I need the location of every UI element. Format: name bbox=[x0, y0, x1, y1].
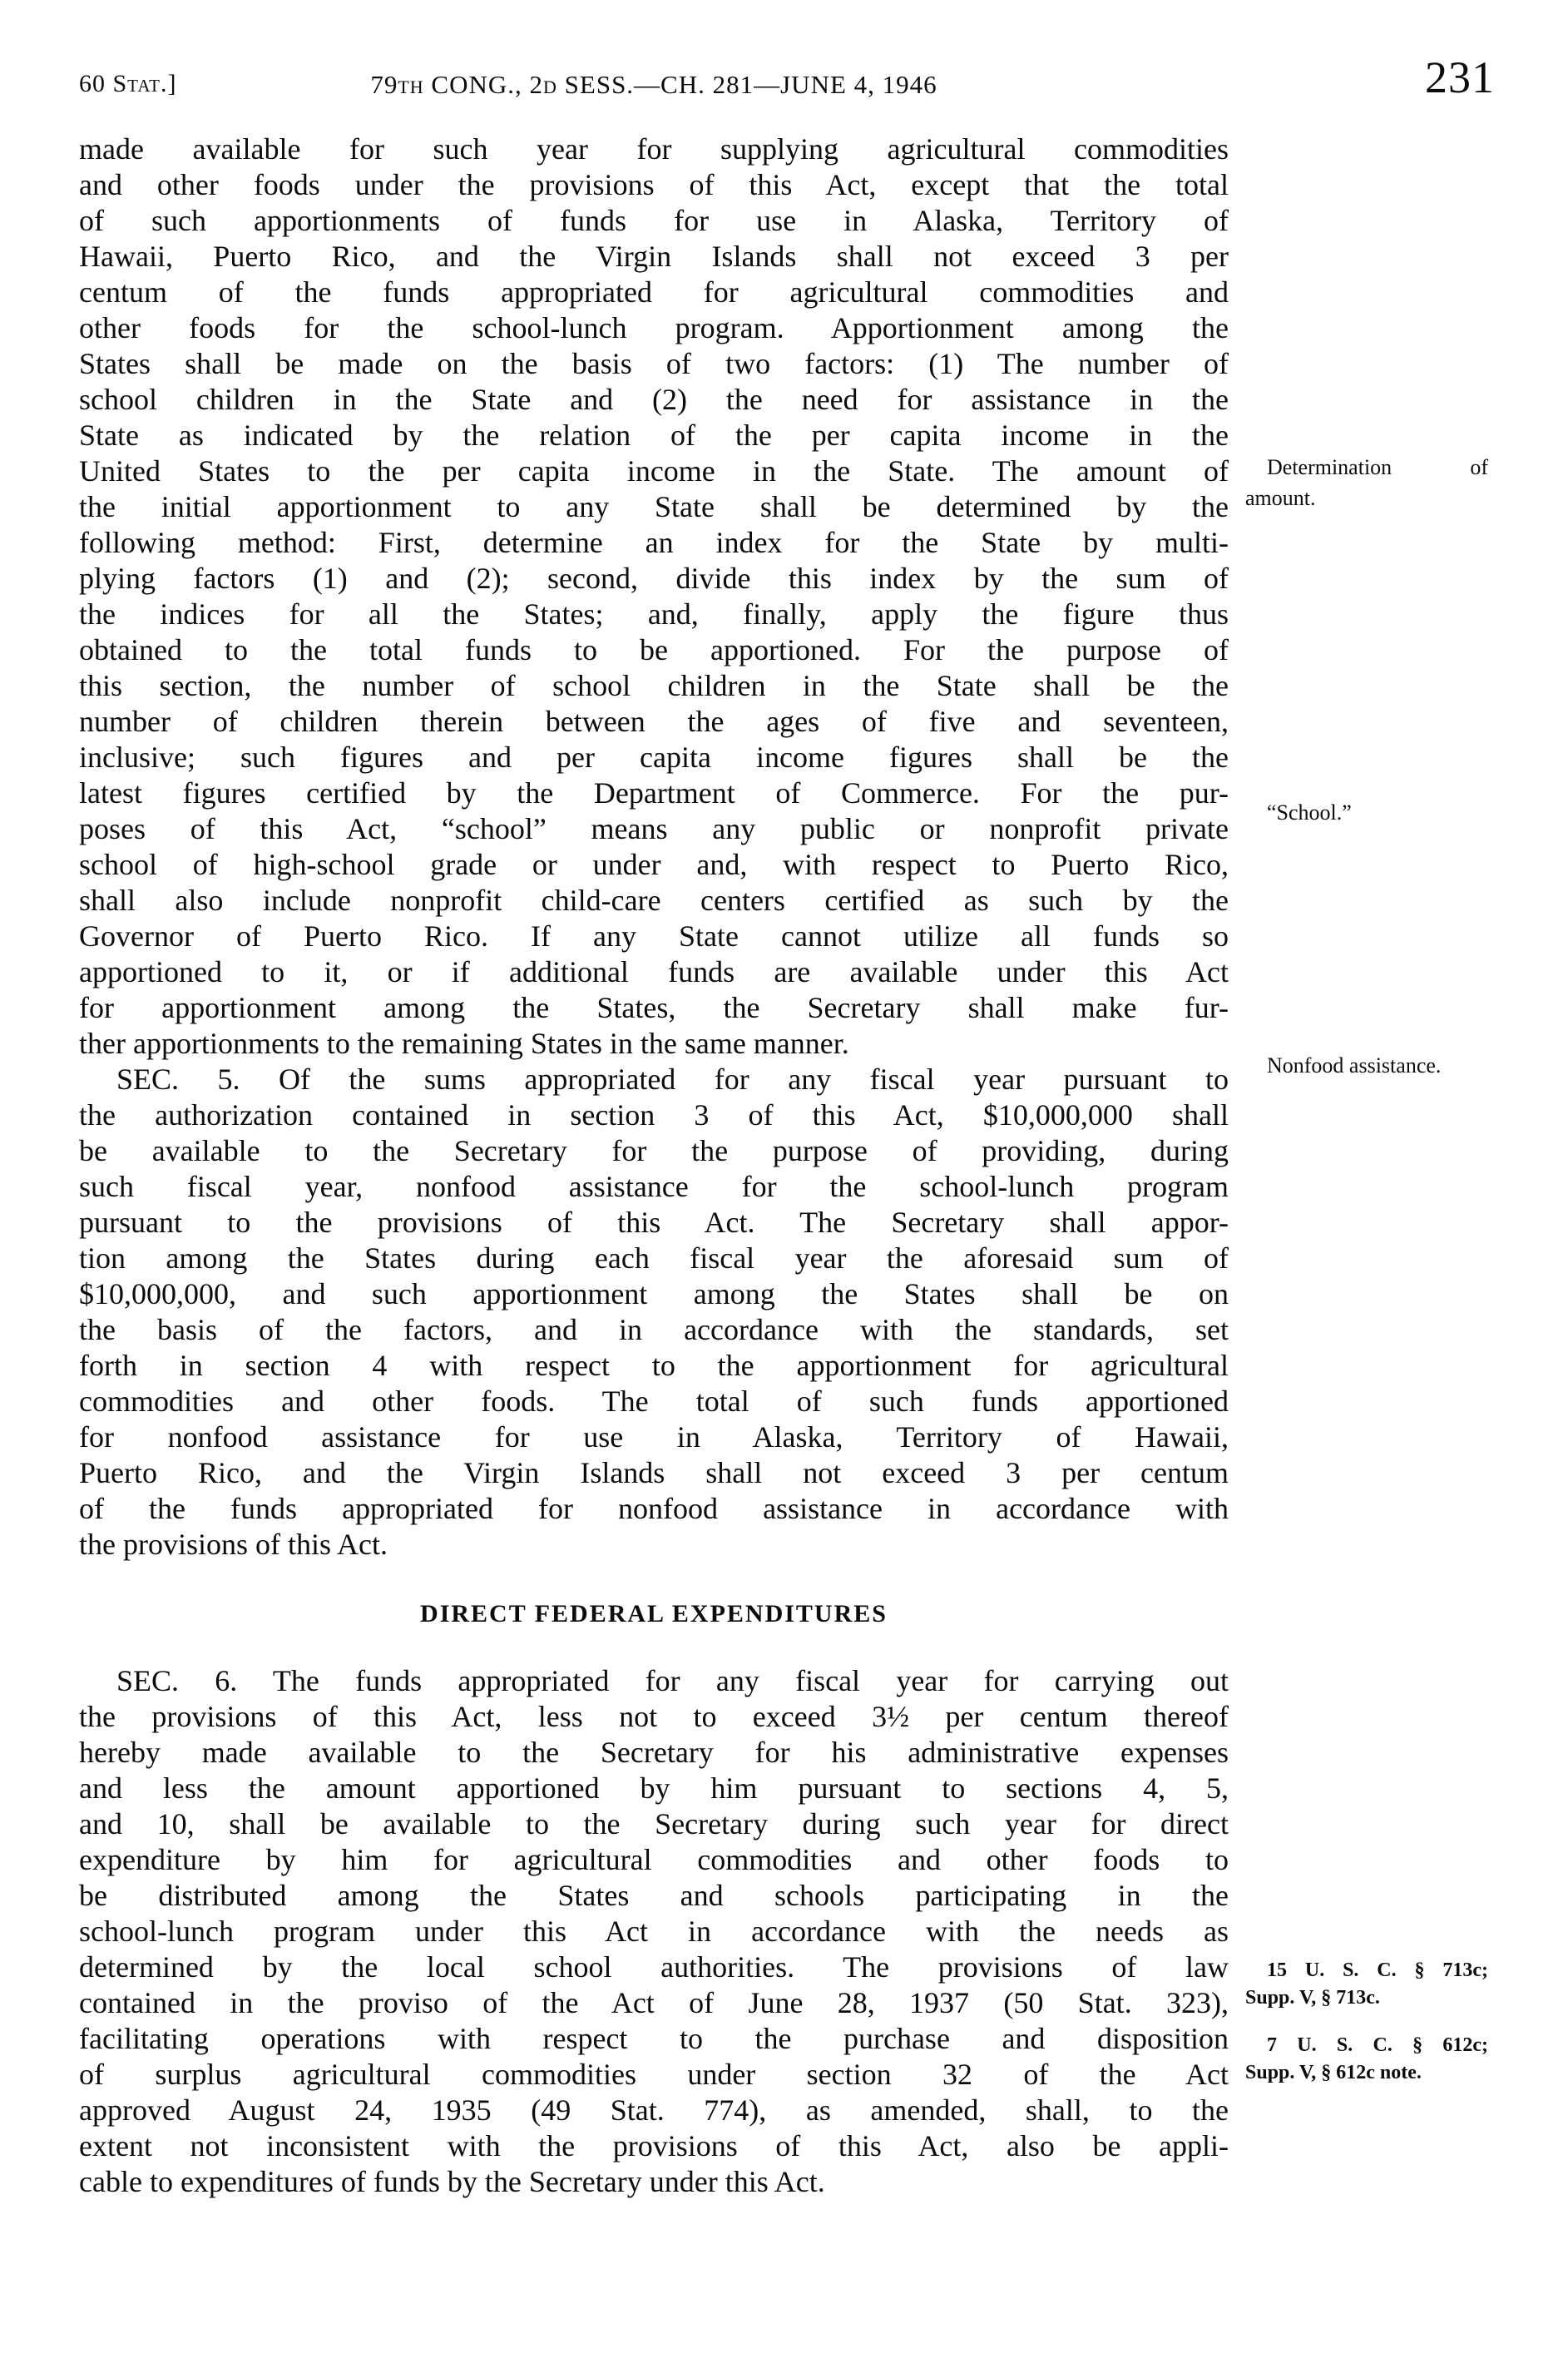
text-line: Hawaii, Puerto Rico, and the Virgin Islands shall not exceed 3 per bbox=[79, 240, 1229, 273]
text-line: inclusive; such figures and per capita income figures shall be the bbox=[79, 741, 1229, 774]
margin-note-line: “School.” bbox=[1267, 800, 1352, 825]
text-line: for apportionment among the States, the Secretary shall make fur- bbox=[79, 991, 1229, 1024]
text-line: commodities and other foods. The total of such funds apportioned bbox=[79, 1385, 1229, 1418]
header-stat-label: 60 Stat.] bbox=[79, 70, 177, 97]
text-line: plying factors (1) and (2); second, divide this index by the sum of bbox=[79, 562, 1229, 595]
margin-note-line: amount. bbox=[1245, 486, 1316, 510]
text-line: expenditure by him for agricultural commodities and other foods to bbox=[79, 1843, 1229, 1876]
text-line: cable to expenditures of funds by the Secretary under this Act. bbox=[79, 2165, 825, 2198]
page-number: 231 bbox=[1425, 52, 1495, 102]
text-line: Governor of Puerto Rico. If any State cannot utilize all funds so bbox=[79, 919, 1229, 953]
text-line: latest figures certified by the Department of Commerce. For the pur- bbox=[79, 776, 1229, 810]
text-line: for nonfood assistance for use in Alaska, Territory of Hawaii, bbox=[79, 1420, 1229, 1454]
text-line: following method: First, determine an index for the State by multi- bbox=[79, 526, 1229, 559]
text-line: the basis of the factors, and in accordance with the standards, set bbox=[79, 1313, 1229, 1346]
text-line: SEC. 6. The funds appropriated for any fiscal year for carrying out bbox=[116, 1664, 1229, 1697]
paragraph-sec5 bbox=[79, 1062, 1229, 1563]
text-line: the provisions of this Act. bbox=[79, 1528, 388, 1561]
margin-note-line: Nonfood assistance. bbox=[1267, 1053, 1442, 1078]
text-line: facilitating operations with respect to the purchase and disposition bbox=[79, 2022, 1229, 2055]
margin-note-line: Supp. V, § 713c. bbox=[1245, 1987, 1380, 2009]
text-line: this section, the number of school children in the State shall be the bbox=[79, 669, 1229, 702]
text-line: determined by the local school authorities. The provisions of law bbox=[79, 1950, 1229, 1984]
margin-note-nonfood-assistance bbox=[1245, 1050, 1488, 1081]
margin-note-citation-612c bbox=[1245, 2032, 1488, 2087]
paragraph-apportionment bbox=[79, 131, 1229, 1062]
text-line: other foods for the school-lunch program. Apportionment among the bbox=[79, 311, 1229, 344]
text-line: approved August 24, 1935 (49 Stat. 774), as amended, shall, to the bbox=[79, 2093, 1229, 2127]
margin-note-line: Supp. V, § 612c note. bbox=[1245, 2062, 1422, 2083]
text-line: school of high-school grade or under and, with respect to Puerto Rico, bbox=[79, 848, 1229, 881]
body-column bbox=[79, 131, 1229, 2200]
text-line: the provisions of this Act, less not to exceed 3½ per centum thereof bbox=[79, 1700, 1229, 1733]
section-heading: DIRECT FEDERAL EXPENDITURES bbox=[420, 1600, 888, 1627]
text-line: hereby made available to the Secretary for his administrative expenses bbox=[79, 1736, 1229, 1769]
text-line: school children in the State and (2) the need for assistance in the bbox=[79, 383, 1229, 416]
paragraph-sec6 bbox=[79, 1663, 1229, 2200]
text-line: the authorization contained in section 3 of this Act, $10,000,000 shall bbox=[79, 1098, 1229, 1132]
text-line: and other foods under the provisions of this Act, except that the total bbox=[79, 168, 1229, 201]
text-line: contained in the proviso of the Act of June 28, 1937 (50 Stat. 323), bbox=[79, 1986, 1229, 2019]
text-line: poses of this Act, “school” means any public or nonprofit private bbox=[79, 812, 1229, 845]
text-line: made available for such year for supplying agricultural commodities bbox=[79, 132, 1229, 166]
text-line: shall also include nonprofit child-care centers certified as such by the bbox=[79, 884, 1229, 917]
text-line: of such apportionments of funds for use in Alaska, Territory of bbox=[79, 204, 1229, 237]
margin-note-citation-713c bbox=[1245, 1957, 1488, 2012]
text-line: obtained to the total funds to be apportioned. For the purpose of bbox=[79, 633, 1229, 666]
text-line: Puerto Rico, and the Virgin Islands shall not exceed 3 per centum bbox=[79, 1456, 1229, 1489]
text-line: be distributed among the States and schools participating in the bbox=[79, 1879, 1229, 1912]
text-line: and 10, shall be available to the Secretary during such year for direct bbox=[79, 1807, 1229, 1840]
text-line: number of children therein between the ages of five and seventeen, bbox=[79, 705, 1229, 738]
text-line: apportioned to it, or if additional funds are available under this Act bbox=[79, 955, 1229, 988]
text-line: of the funds appropriated for nonfood assistance in accordance with bbox=[79, 1492, 1229, 1525]
text-line: pursuant to the provisions of this Act. The Secretary shall appor- bbox=[79, 1206, 1229, 1239]
text-line: ther apportionments to the remaining States in the same manner. bbox=[79, 1027, 849, 1060]
text-line: forth in section 4 with respect to the apportionment for agricultural bbox=[79, 1349, 1229, 1382]
text-line: States shall be made on the basis of two factors: (1) The number of bbox=[79, 347, 1229, 380]
margin-note-line: 15 U. S. C. § 713c; bbox=[1267, 1959, 1488, 1981]
text-line: tion among the States during each fiscal year the aforesaid sum of bbox=[79, 1241, 1229, 1275]
margin-note-school bbox=[1245, 797, 1488, 828]
text-line: the initial apportionment to any State shall be determined by the bbox=[79, 490, 1229, 523]
text-line: SEC. 5. Of the sums appropriated for any fiscal year pursuant to bbox=[116, 1063, 1229, 1096]
text-line: $10,000,000, and such apportionment among the States shall be on bbox=[79, 1277, 1229, 1310]
text-line: State as indicated by the relation of the per capita income in the bbox=[79, 419, 1229, 452]
text-line: such fiscal year, nonfood assistance for the school-lunch program bbox=[79, 1170, 1229, 1203]
text-line: be available to the Secretary for the purpose of providing, during bbox=[79, 1134, 1229, 1167]
margin-note-line: 7 U. S. C. § 612c; bbox=[1267, 2034, 1488, 2056]
margin-note-determination-of-amount bbox=[1245, 452, 1488, 513]
text-line: of surplus agricultural commodities under section 32 of the Act bbox=[79, 2058, 1229, 2091]
margin-note-line: Determination of bbox=[1267, 455, 1488, 479]
text-line: United States to the per capita income in the State. The amount of bbox=[79, 454, 1229, 488]
text-line: extent not inconsistent with the provisions of this Act, also be appli- bbox=[79, 2129, 1229, 2162]
header-title: 79th CONG., 2d SESS.—CH. 281—JUNE 4, 1946 bbox=[370, 70, 937, 99]
text-line: school-lunch program under this Act in accordance with the needs as bbox=[79, 1915, 1229, 1948]
text-line: the indices for all the States; and, finally, apply the figure thus bbox=[79, 597, 1229, 631]
text-line: and less the amount apportioned by him pursuant to sections 4, 5, bbox=[79, 1771, 1229, 1805]
text-line: centum of the funds appropriated for agricultural commodities and bbox=[79, 275, 1229, 309]
